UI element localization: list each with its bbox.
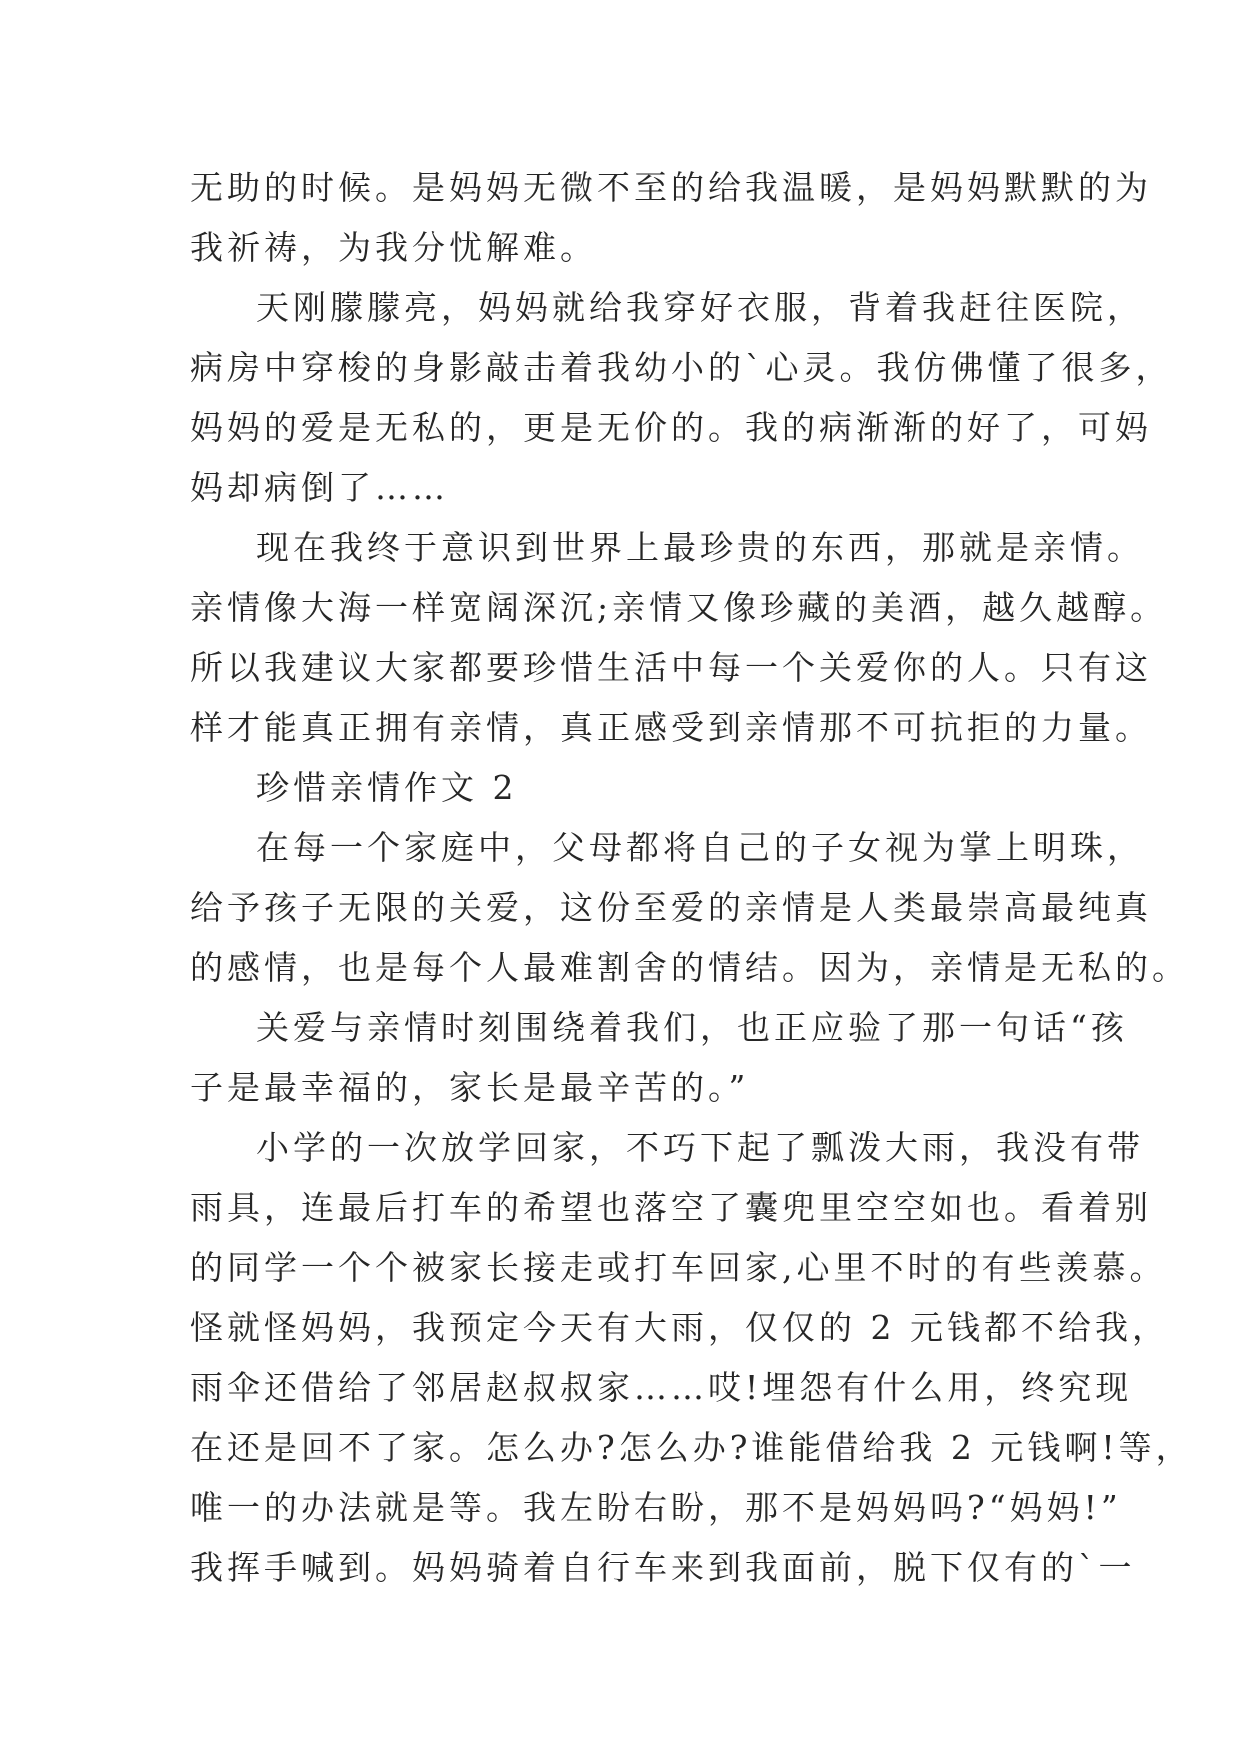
text-line: 我挥手喊到。妈妈骑着自行车来到我面前，脱下仅有的`一 xyxy=(190,1548,1136,1587)
text-line: 妈却病倒了…… xyxy=(190,468,449,507)
text-line: 我祈祷，为我分忧解难。 xyxy=(190,228,597,267)
text-line: 所以我建议大家都要珍惜生活中每一个关爱你的人。只有这 xyxy=(190,648,1152,687)
text-line: 亲情像大海一样宽阔深沉;亲情又像珍藏的美酒，越久越醇。 xyxy=(190,588,1168,627)
text-line: 怪就怪妈妈，我预定今天有大雨，仅仅的 2 元钱都不给我， xyxy=(190,1308,1169,1347)
text-line: 妈妈的爱是无私的，更是无价的。我的病渐渐的好了，可妈 xyxy=(190,408,1152,447)
text-line: 天刚朦朦亮，妈妈就给我穿好衣服，背着我赶往医院， xyxy=(256,288,1144,327)
text-line: 现在我终于意识到世界上最珍贵的东西，那就是亲情。 xyxy=(256,528,1144,567)
text-line: 唯一的办法就是等。我左盼右盼，那不是妈妈吗?“妈妈!” xyxy=(190,1488,1122,1527)
text-line: 雨具，连最后打车的希望也落空了囊兜里空空如也。看着别 xyxy=(190,1188,1152,1227)
text-line: 样才能真正拥有亲情，真正感受到亲情那不可抗拒的力量。 xyxy=(190,708,1152,747)
text-line: 雨伞还借给了邻居赵叔叔家……哎!埋怨有什么用，终究现 xyxy=(190,1368,1133,1407)
text-line: 在每一个家庭中，父母都将自己的子女视为掌上明珠， xyxy=(256,828,1144,867)
text-line: 的感情，也是每个人最难割舍的情结。因为，亲情是无私的。 xyxy=(190,948,1189,987)
text-line: 在还是回不了家。怎么办?怎么办?谁能借给我 2 元钱啊!等， xyxy=(190,1428,1193,1467)
text-line: 的同学一个个被家长接走或打车回家,心里不时的有些羡慕。 xyxy=(190,1248,1167,1287)
body-text xyxy=(190,158,1193,1598)
text-line: 给予孩子无限的关爱，这份至爱的亲情是人类最崇高最纯真 xyxy=(190,888,1152,927)
text-line: 珍惜亲情作文 2 xyxy=(256,768,518,807)
text-line: 子是最幸福的，家长是最辛苦的。” xyxy=(190,1068,750,1107)
text-line: 关爱与亲情时刻围绕着我们，也正应验了那一句话“孩 xyxy=(256,1008,1128,1047)
text-line: 无助的时候。是妈妈无微不至的给我温暖，是妈妈默默的为 xyxy=(190,168,1152,207)
text-line: 病房中穿梭的身影敲击着我幼小的`心灵。我仿佛懂了很多， xyxy=(190,348,1173,387)
text-line: 小学的一次放学回家，不巧下起了瓢泼大雨，我没有带 xyxy=(256,1128,1144,1167)
